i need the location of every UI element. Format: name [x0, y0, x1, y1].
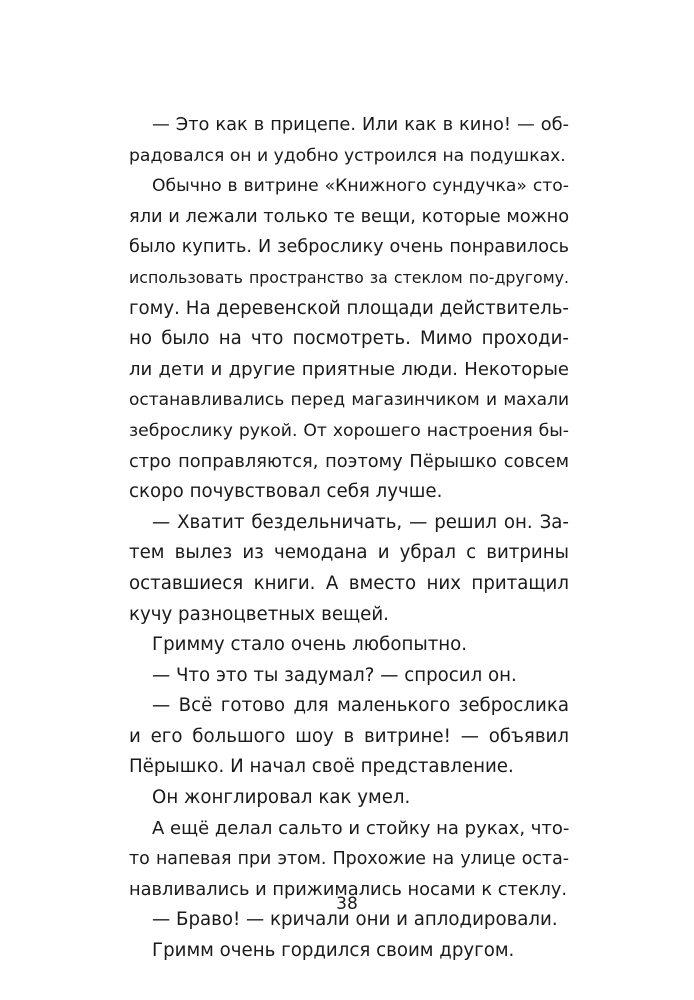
text-line: — Что это ты задумал? — спросил он. [152, 664, 517, 686]
text-line: ли дети и другие приятные люди. Некоторые [129, 358, 569, 380]
text-line: то напевая при этом. Прохожие на улице оста- [129, 849, 569, 870]
text-line: было купить. И зеброслику очень понравилось [129, 237, 569, 258]
text-line: — Всё готово для маленького зеброслика [152, 695, 569, 717]
text-line: Пёрышко. И начал своё представление. [129, 756, 514, 778]
text-line: яли и лежали только те вещи, которые можно [129, 205, 570, 227]
text-line: навливались и прижимались носами к стеклу. [129, 878, 568, 900]
text-line: и его большого шоу в витрине! — объявил [129, 725, 569, 747]
text-line: Гримм очень гордился своим другом. [152, 940, 515, 962]
page-text [129, 110, 569, 967]
text-line: А ещё делал сальто и стойку на руках, что- [152, 817, 570, 839]
text-line: использовать пространство за стеклом по-другому. [129, 267, 569, 287]
page-number: 38 [336, 894, 358, 914]
text-line: стро поправляются, поэтому Пёрышко совсем [129, 450, 569, 472]
text-line: но было на что посмотреть. Мимо проходи- [129, 328, 569, 350]
text-line: — Хватит бездельничать, — решил он. За- [152, 511, 569, 533]
text-line: останавливались перед магазинчиком и махали [129, 390, 569, 411]
text-line: Гримму стало очень любопытно. [152, 634, 468, 656]
text-line: Обычно в витрине «Книжного сундучка» сто- [152, 176, 569, 197]
text-line: гому. На деревенской площади действитель- [129, 297, 569, 319]
text-line: оставшиеся книги. А вместо них притащил [129, 572, 569, 594]
text-line: — Браво! — кричали они и аплодировали. [152, 909, 558, 931]
text-line: зеброслику рукой. От хорошего настроения бы- [129, 420, 569, 441]
text-line: Он жонглировал как умел. [152, 787, 411, 809]
text-line: скоро почувствовал себя лучше. [129, 481, 443, 503]
text-line: кучу разноцветных вещей. [129, 603, 389, 625]
text-line: тем вылез из чемодана и убрал с витрины [129, 542, 569, 564]
text-line: радовался он и удобно устроился на подушках. [129, 145, 566, 166]
text-line: — Это как в прицепе. Или как в кино! — об- [152, 114, 569, 135]
